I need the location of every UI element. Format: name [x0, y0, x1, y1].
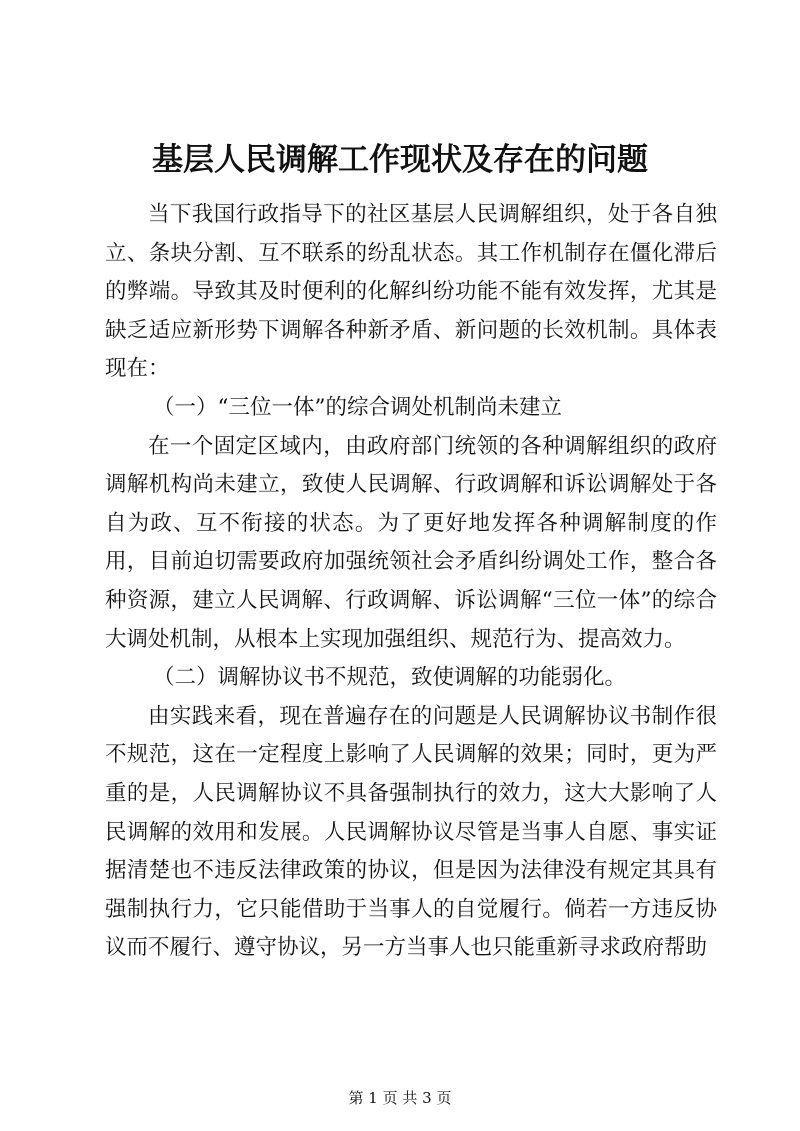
section-heading-1: （一）“三位一体”的综合调处机制尚未建立 [153, 394, 562, 420]
paragraph-intro: 当下我国行政指导下的社区基层人民调解组织，处于各自独立、条块分割、互不联系的纷乱状态。其工作机制存在僵化滞后的弊端。导致其及时便利的化解纠纷功能不能有效发挥，尤其是缺乏适应新形势下调解各种新矛盾、新问题的长效机制。具体表现在： [105, 202, 717, 382]
paragraph-section-1: 在一个固定区域内，由政府部门统领的各种调解组织的政府调解机构尚未建立，致使人民调解、行政调解和诉讼调解处于各自为政、互不衔接的状态。为了更好地发挥各种调解制度的作用，目前迫切需要政府加强统领社会矛盾纠纷调处工作，整合各种资源，建立人民调解、行政调解、诉讼调解“三位一体”的综合大调处机制，从根本上实现加强组织、规范行为、提高效力。 [105, 433, 717, 652]
paragraph-section-2: 由实践来看，现在普遍存在的问题是人民调解协议书制作很不规范，这在一定程度上影响了人民调解的效果；同时，更为严重的是，人民调解协议不具备强制执行的效力，这大大影响了人民调解的效用和发展。人民调解协议尽管是当事人自愿、事实证据清楚也不违反法律政策的协议，但是因为法律没有规定其具有强制执行力，它只能借助于当事人的自觉履行。倘若一方违反协议而不履行、遵守协议，另一方当事人也只能重新寻求政府帮助 [105, 703, 717, 961]
document-body [105, 196, 717, 968]
page-footer: 第 1 页 共 3 页 [348, 1089, 452, 1107]
document-title: 基层人民调解工作现状及存在的问题 [152, 142, 648, 178]
section-heading-2: （二）调解协议书不规范，致使调解的功能弱化。 [153, 665, 627, 691]
